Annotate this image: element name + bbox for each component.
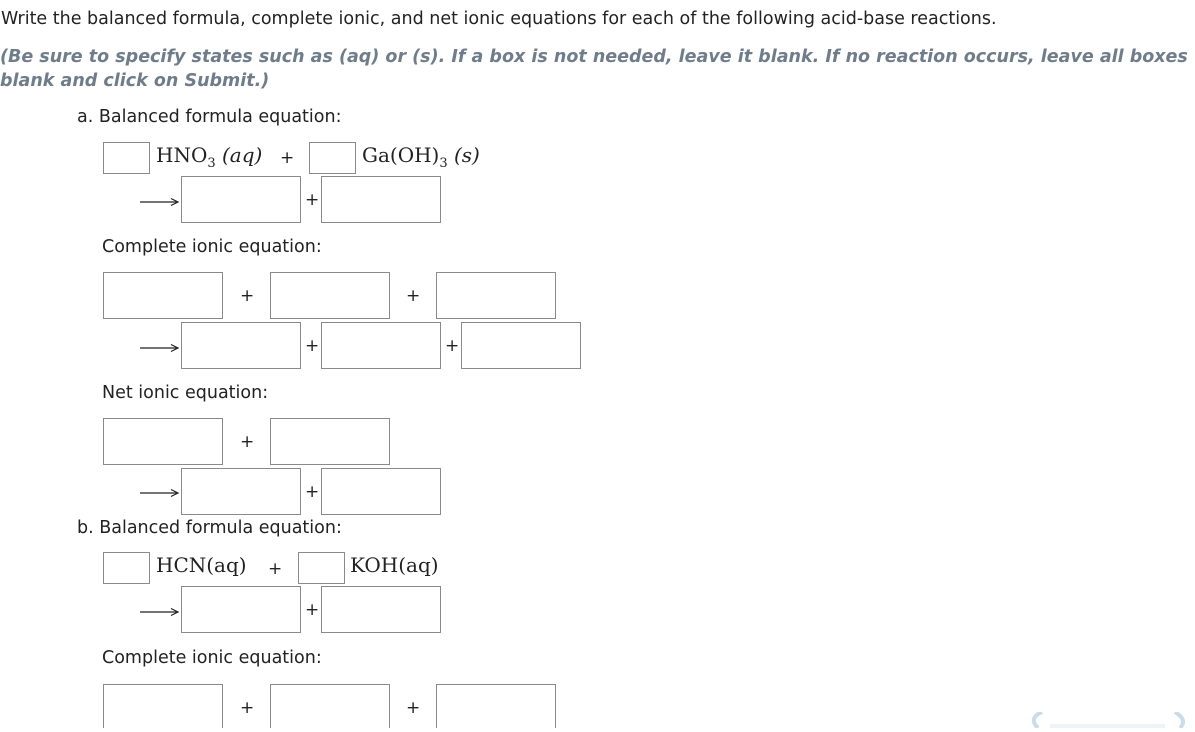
instructions-text: Write the balanced formula, complete ionic, and net ionic equations for each of the following acid-base reactions. — [1, 9, 997, 29]
part-b-reactant-1: HCN(aq) — [156, 553, 247, 577]
part-a-balanced-product-plus: + — [305, 190, 320, 210]
part-a-coefficient-1-input[interactable] — [103, 142, 150, 174]
part-b-balanced-label: b. Balanced formula equation: — [77, 518, 342, 538]
part-a-net-plus: + — [240, 432, 255, 452]
part-a-reactant-1 — [156, 143, 262, 171]
part-a-complete-reactant-3-input[interactable] — [436, 272, 556, 319]
part-b-complete-plus-2: + — [406, 698, 421, 718]
part-a-net-label: Net ionic equation: — [102, 383, 269, 403]
part-a-complete-reactant-2-input[interactable] — [270, 272, 390, 319]
part-a-reactant-2-main: Ga(OH) — [362, 143, 440, 167]
part-a-coefficient-2-input[interactable] — [309, 142, 356, 174]
part-a-complete-product-plus-1: + — [305, 336, 320, 356]
part-a-reactant-1-subscript: 3 — [207, 156, 216, 171]
part-a-complete-product-1-input[interactable] — [181, 322, 301, 369]
part-a-net-arrow-icon — [140, 488, 180, 498]
part-a-net-product-2-input[interactable] — [321, 468, 441, 515]
part-b-complete-label: Complete ionic equation: — [102, 648, 322, 668]
part-a-complete-product-2-input[interactable] — [321, 322, 441, 369]
part-b-complete-plus-1: + — [240, 698, 255, 718]
part-a-balanced-label: a. Balanced formula equation: — [77, 107, 342, 127]
part-a-balanced-product-2-input[interactable] — [321, 176, 441, 223]
part-a-reactant-2 — [362, 143, 480, 171]
part-a-net-reactant-1-input[interactable] — [103, 418, 223, 465]
part-b-balanced-product-2-input[interactable] — [321, 586, 441, 633]
part-a-reactant-2-state: (s) — [453, 143, 480, 167]
part-a-plus-1: + — [280, 148, 295, 168]
part-b-plus-1: + — [268, 559, 283, 579]
part-b-complete-reactant-3-input[interactable] — [436, 684, 556, 728]
part-b-balanced-product-1-input[interactable] — [181, 586, 301, 633]
part-b-coefficient-1-input[interactable] — [103, 552, 150, 584]
part-a-reactant-1-state: (aq) — [221, 143, 263, 167]
navigation-arrows-icon[interactable] — [1020, 712, 1195, 728]
part-a-complete-reactant-1-input[interactable] — [103, 272, 223, 319]
part-a-complete-plus-2: + — [406, 286, 421, 306]
instructions-note: (Be sure to specify states such as (aq) or (s). If a box is not needed, leave it blank. If no reaction occurs, leave all boxes blank and click on Submit.) — [0, 47, 1188, 91]
part-a-net-reactant-2-input[interactable] — [270, 418, 390, 465]
part-b-balanced-arrow-icon — [140, 607, 180, 617]
part-b-complete-reactant-1-input[interactable] — [103, 684, 223, 728]
part-a-reactant-2-subscript: 3 — [439, 156, 448, 171]
part-a-complete-product-3-input[interactable] — [461, 322, 581, 369]
part-b-complete-reactant-2-input[interactable] — [270, 684, 390, 728]
part-a-complete-product-plus-2: + — [445, 336, 460, 356]
part-a-net-product-plus: + — [305, 482, 320, 502]
part-a-reactant-1-main: HNO — [156, 143, 208, 167]
part-a-complete-arrow-icon — [140, 343, 180, 353]
part-a-balanced-arrow-icon — [140, 197, 180, 207]
part-b-reactant-2: KOH(aq) — [350, 553, 439, 577]
part-b-coefficient-2-input[interactable] — [298, 552, 345, 584]
part-a-complete-label: Complete ionic equation: — [102, 237, 322, 257]
part-b-balanced-product-plus: + — [305, 600, 320, 620]
part-a-complete-plus-1: + — [240, 286, 255, 306]
part-a-balanced-product-1-input[interactable] — [181, 176, 301, 223]
part-a-net-product-1-input[interactable] — [181, 468, 301, 515]
